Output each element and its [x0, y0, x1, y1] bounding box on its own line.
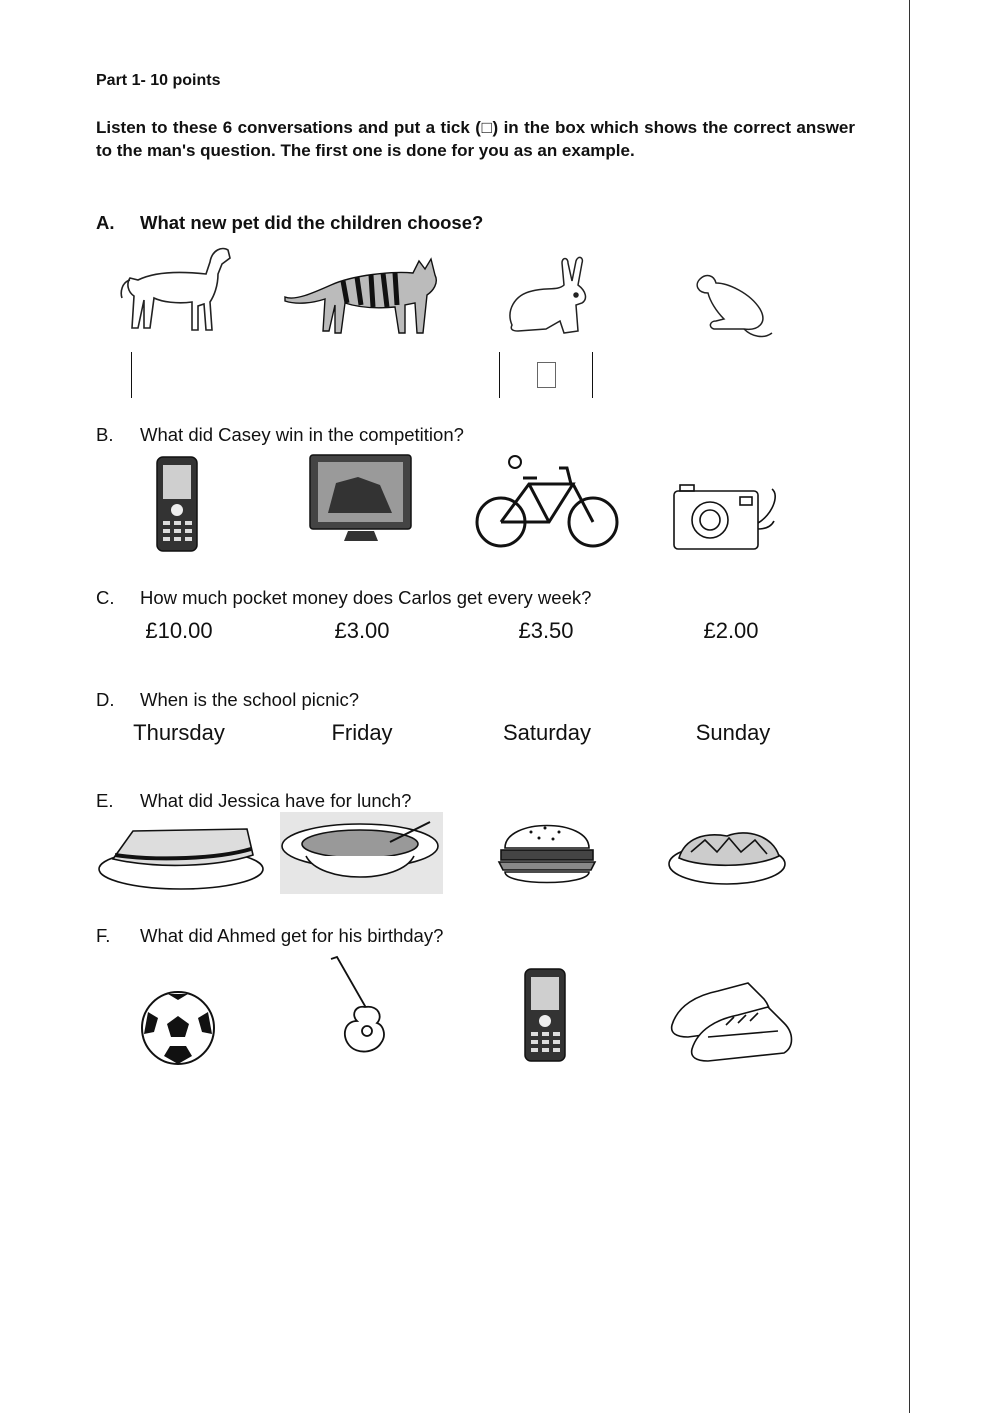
television-icon — [308, 453, 413, 545]
question-c-text: How much pocket money does Carlos get every week? — [140, 587, 592, 608]
bicycle-icon — [473, 450, 623, 550]
answer-box-a3-right-edge — [592, 352, 593, 398]
question-a-text: What new pet did the children choose? — [140, 212, 484, 233]
cat-icon — [283, 255, 443, 337]
option-d4: Sunday — [695, 720, 771, 745]
instructions: Listen to these 6 conversations and put a tick (□) in the box which shows the correct answer to the man's question. The first one is done for you as an example. — [96, 118, 855, 160]
option-c3: £3.50 — [518, 618, 574, 643]
answer-box-a1-left-edge — [131, 352, 132, 398]
burger-icon — [495, 812, 600, 894]
question-a-letter: A. — [96, 212, 115, 233]
answer-box-a3-left-edge — [499, 352, 500, 398]
option-c4: £2.00 — [703, 618, 759, 643]
option-d3: Saturday — [502, 720, 592, 745]
question-d-text: When is the school picnic? — [140, 689, 360, 710]
question-b-letter: B. — [96, 424, 114, 445]
page-margin-rule — [909, 0, 910, 1413]
question-e-text: What did Jessica have for lunch? — [140, 790, 412, 811]
option-c1: £10.00 — [145, 618, 213, 643]
question-c-letter: C. — [96, 587, 115, 608]
option-d2: Friday — [331, 720, 393, 745]
guitar-icon — [325, 955, 400, 1055]
sandwich-icon — [97, 825, 265, 891]
mouse-icon — [688, 265, 778, 345]
question-e-letter: E. — [96, 790, 114, 811]
question-f-text: What did Ahmed get for his birthday? — [140, 925, 444, 946]
soup-icon — [280, 812, 443, 894]
salad-icon — [665, 818, 790, 888]
rabbit-icon — [502, 255, 592, 340]
dog-icon — [118, 240, 233, 335]
question-d-letter: D. — [96, 689, 115, 710]
mobile-phone-icon — [155, 455, 200, 553]
part-heading: Part 1- 10 points — [96, 72, 221, 89]
question-b-text: What did Casey win in the competition? — [140, 424, 464, 445]
trainers-icon — [668, 975, 798, 1065]
option-c2: £3.00 — [334, 618, 390, 643]
option-d1: Thursday — [133, 720, 225, 745]
football-icon — [140, 990, 216, 1066]
tick-box[interactable] — [537, 362, 556, 388]
mobile-phone-icon — [523, 967, 568, 1063]
question-f-letter: F. — [96, 925, 111, 946]
camera-icon — [672, 485, 792, 555]
